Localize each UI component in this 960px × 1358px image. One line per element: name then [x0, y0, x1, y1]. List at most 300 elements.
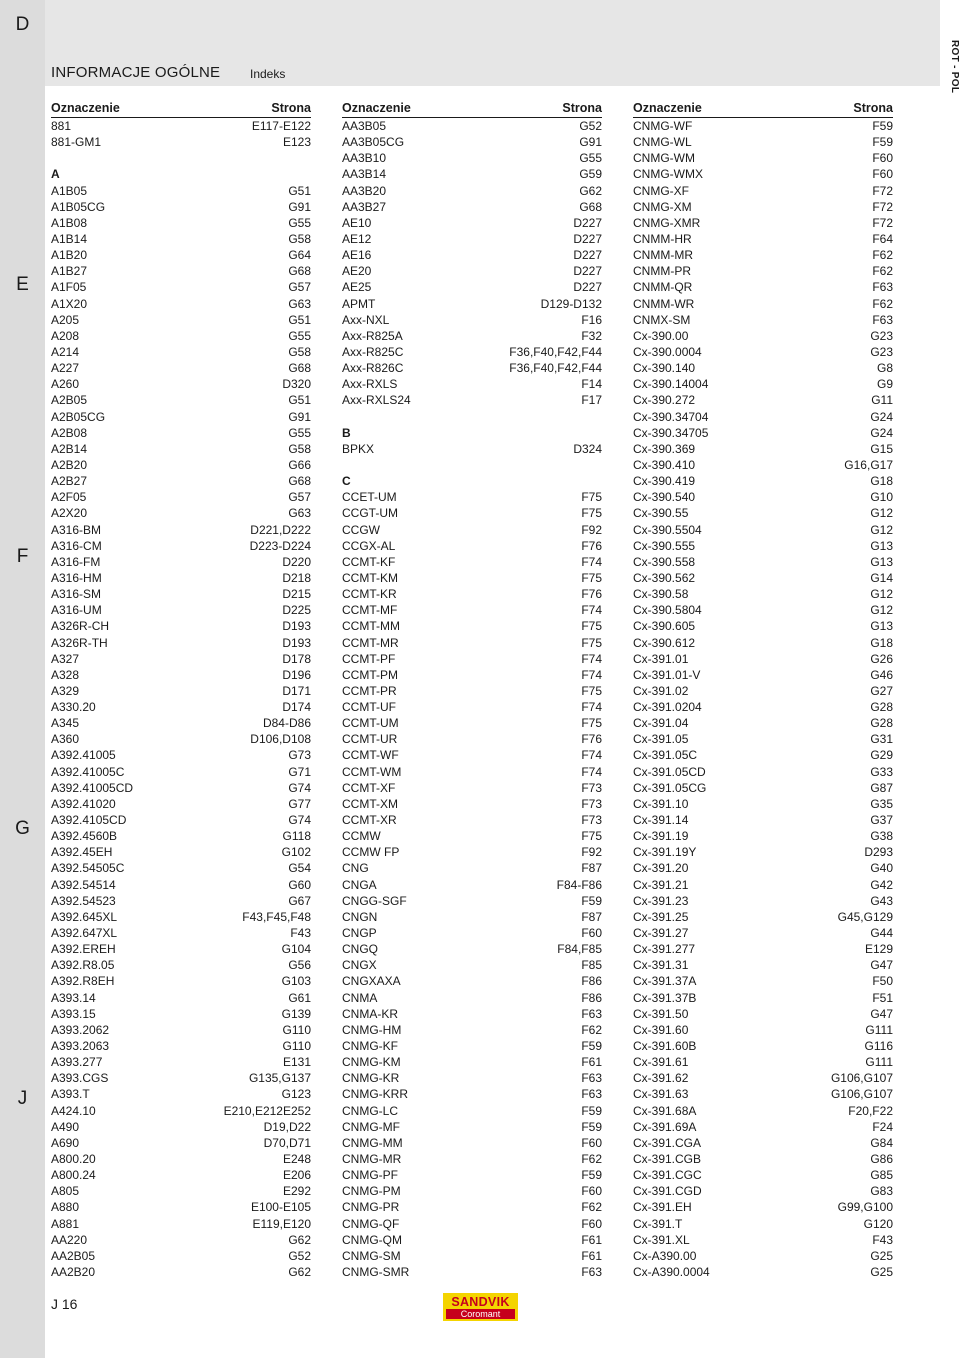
page-ref: G10: [870, 490, 893, 505]
designation: CNMM-WR: [633, 296, 695, 311]
page-ref: G28: [870, 716, 893, 731]
header-designation: Oznaczenie: [342, 101, 411, 115]
index-row: [51, 602, 311, 618]
designation: Cx-391.37B: [633, 990, 697, 1005]
index-row: [51, 635, 311, 651]
page-ref: G42: [870, 877, 893, 892]
group-heading: [342, 473, 602, 489]
designation: Axx-R826C: [342, 361, 404, 376]
designation: Cx-391.10: [633, 796, 689, 811]
designation: A393.CGS: [51, 1071, 109, 1086]
index-row: [51, 844, 311, 860]
designation: C: [342, 474, 351, 489]
page-ref: G67: [288, 893, 311, 908]
header-designation: Oznaczenie: [51, 101, 120, 115]
page-ref: G106,G107: [830, 1087, 893, 1102]
designation: A329: [51, 683, 80, 698]
designation: Cx-390.55: [633, 506, 689, 521]
index-row: [51, 118, 311, 134]
page-ref: F63: [581, 1264, 602, 1279]
index-row: [342, 877, 602, 893]
index-row: [51, 134, 311, 150]
designation: Cx-391.37A: [633, 974, 697, 989]
index-row: [342, 505, 602, 521]
page-ref: F62: [872, 264, 893, 279]
page-ref: F62: [581, 1152, 602, 1166]
index-row: [342, 150, 602, 166]
index-row: [633, 441, 893, 457]
page-ref: F43: [872, 1232, 893, 1247]
page-ref: F62: [872, 296, 893, 311]
page-ref: D178: [282, 651, 311, 666]
page-ref: F75: [581, 635, 602, 650]
index-row: [51, 812, 311, 828]
index-row: [51, 715, 311, 731]
page-ref: G57: [288, 490, 311, 505]
page-ref: G103: [281, 974, 311, 989]
designation: A2B27: [51, 474, 88, 489]
header-page: Strona: [853, 101, 893, 115]
index-row: [51, 263, 311, 279]
designation: Cx-391.CGC: [633, 1168, 702, 1183]
page-ref: E248: [282, 1152, 311, 1166]
index-row: [51, 990, 311, 1006]
sandvik-logo: [443, 1293, 518, 1321]
designation: B: [342, 425, 351, 440]
designation: A392.EREH: [51, 942, 116, 957]
designation: A392.4560B: [51, 829, 118, 844]
side-letter-g: G: [15, 818, 30, 839]
index-row: [51, 877, 311, 893]
designation: A1B08: [51, 215, 88, 230]
index-row: [633, 828, 893, 844]
designation: Cx-390.0004: [633, 344, 702, 359]
page-ref: F61: [581, 1248, 602, 1263]
page-ref: G68: [579, 199, 602, 214]
index-row: [342, 667, 602, 683]
designation: A316-BM: [51, 522, 102, 537]
page-ref: F63: [581, 1071, 602, 1086]
index-row: [51, 893, 311, 909]
designation: Cx-391.60: [633, 1022, 689, 1037]
page-ref: G86: [870, 1152, 893, 1166]
index-row: [633, 360, 893, 376]
index-row: [633, 1054, 893, 1070]
index-row: [51, 1086, 311, 1102]
index-row: [342, 1232, 602, 1248]
index-row: [342, 651, 602, 667]
index-row: [342, 780, 602, 796]
designation: A328: [51, 667, 80, 682]
designation: Cx-391.21: [633, 877, 689, 892]
page-ref: F59: [581, 1119, 602, 1134]
index-row: [633, 651, 893, 667]
page-ref: G64: [288, 248, 311, 263]
page-ref: F85: [581, 958, 602, 973]
page-ref: G9: [876, 377, 893, 392]
page-ref: F16: [581, 312, 602, 327]
index-row: [633, 538, 893, 554]
designation: CNMM-PR: [633, 264, 691, 279]
index-row: [342, 1199, 602, 1215]
spacer-row: [51, 150, 311, 166]
index-row: [633, 1022, 893, 1038]
page-ref: G120: [863, 1216, 893, 1231]
index-row: [633, 1199, 893, 1215]
designation: Cx-391.50: [633, 1006, 689, 1021]
side-index-bar: [0, 0, 45, 1358]
page-ref: D225: [282, 603, 311, 618]
page-ref: E210,E212E252: [223, 1103, 311, 1118]
page-ref: G18: [870, 635, 893, 650]
designation: CNMG-PF: [342, 1168, 398, 1183]
page-ref: F75: [581, 683, 602, 698]
page-ref: G59: [579, 167, 602, 182]
designation: Cx-391.25: [633, 909, 689, 924]
page-ref: F20,F22: [848, 1103, 893, 1118]
index-row: [342, 344, 602, 360]
index-row: [342, 1135, 602, 1151]
designation: AA2B20: [51, 1264, 96, 1279]
designation: CCMT-PR: [342, 683, 397, 698]
designation: CCMT-MR: [342, 635, 399, 650]
index-row: [342, 909, 602, 925]
page-ref: G44: [870, 926, 893, 941]
index-row: [342, 731, 602, 747]
designation: A393.277: [51, 1055, 103, 1070]
page-ref: G52: [579, 119, 602, 133]
designation: CCMW: [342, 829, 381, 844]
index-row: [633, 586, 893, 602]
page-ref: G51: [288, 393, 311, 408]
page-ref: D220: [282, 554, 311, 569]
index-row: [342, 973, 602, 989]
page-ref: G11: [871, 393, 893, 408]
page-ref: F74: [581, 554, 602, 569]
page-ref: F87: [581, 861, 602, 876]
page-ref: G13: [870, 554, 893, 569]
index-row: [51, 312, 311, 328]
index-row: [51, 1103, 311, 1119]
page-ref: F74: [581, 764, 602, 779]
page-ref: F72: [872, 215, 893, 230]
index-row: [51, 1167, 311, 1183]
designation: A393.14: [51, 990, 96, 1005]
page-ref: G13: [870, 538, 893, 553]
designation: A214: [51, 344, 80, 359]
page-ref: G63: [288, 506, 311, 521]
designation: A800.24: [51, 1168, 96, 1183]
designation: Cx-390.558: [633, 554, 696, 569]
page-ref: G12: [870, 522, 893, 537]
index-row: [51, 1216, 311, 1232]
index-row: [633, 860, 893, 876]
page-ref: F61: [581, 1055, 602, 1070]
designation: A316-FM: [51, 554, 101, 569]
designation: A881: [51, 1216, 80, 1231]
designation: Cx-391.0204: [633, 700, 702, 715]
designation: A392.41005: [51, 748, 116, 763]
page-ref: G47: [870, 1006, 893, 1021]
designation: CCMT-MF: [342, 603, 398, 618]
page-ref: G24: [870, 425, 893, 440]
page-ref: G68: [288, 474, 311, 489]
designation: Cx-390.14004: [633, 377, 709, 392]
designation: CNGP: [342, 926, 377, 941]
index-row: [633, 183, 893, 199]
page-ref: F74: [581, 748, 602, 763]
index-row: [342, 231, 602, 247]
designation: A316-HM: [51, 570, 102, 585]
designation: CCMT-XF: [342, 780, 396, 795]
page-ref: F84-F86: [556, 877, 602, 892]
vertical-language-label: ROT - POL: [949, 40, 960, 94]
designation: A2B20: [51, 457, 88, 472]
index-row: [633, 150, 893, 166]
designation: Cx-391.14: [633, 813, 689, 828]
designation: Cx-390.58: [633, 587, 689, 602]
designation: A1B05: [51, 183, 88, 198]
page-ref: D174: [282, 700, 311, 715]
designation: Cx-391.61: [633, 1055, 689, 1070]
page-ref: G61: [288, 990, 311, 1005]
designation: A393.2063: [51, 1039, 110, 1054]
index-row: [51, 651, 311, 667]
group-heading: [342, 425, 602, 441]
page-ref: G51: [288, 312, 311, 327]
page-ref: D293: [864, 845, 893, 860]
page-ref: G27: [870, 683, 893, 698]
page-ref: G58: [288, 344, 311, 359]
index-row: [51, 1264, 311, 1280]
index-row: [342, 554, 602, 570]
index-row: [51, 344, 311, 360]
index-row: [51, 457, 311, 473]
designation: Axx-R825A: [342, 328, 403, 343]
page-ref: F63: [581, 1087, 602, 1102]
index-row: [342, 1103, 602, 1119]
index-row: [633, 457, 893, 473]
page-ref: G40: [870, 861, 893, 876]
designation: AE10: [342, 215, 372, 230]
index-row: [342, 1151, 602, 1167]
index-row: [342, 586, 602, 602]
page-ref: F76: [581, 732, 602, 747]
designation: Cx-390.419: [633, 474, 696, 489]
index-row: [342, 812, 602, 828]
designation: A330.20: [51, 700, 96, 715]
page-ref: D196: [282, 667, 311, 682]
designation: A393.T: [51, 1087, 90, 1102]
designation: Cx-390.555: [633, 538, 696, 553]
index-row: [633, 231, 893, 247]
page-ref: G63: [288, 296, 311, 311]
index-column-3: [633, 100, 893, 1280]
page-ref: F74: [581, 667, 602, 682]
page-title: INFORMACJE OGÓLNE: [51, 64, 221, 81]
page-ref: E100-E105: [250, 1200, 311, 1215]
index-row: [633, 796, 893, 812]
designation: AA3B05: [342, 119, 387, 133]
designation: CCMT-UM: [342, 716, 399, 731]
page-ref: D215: [282, 587, 311, 602]
index-row: [51, 747, 311, 763]
designation: A1F05: [51, 280, 87, 295]
designation: APMT: [342, 296, 376, 311]
page-ref: G111: [865, 1055, 893, 1070]
page-ref: F17: [581, 393, 602, 408]
designation: A392.54505C: [51, 861, 125, 876]
page-ref: G31: [870, 732, 893, 747]
designation: Cx-391.02: [633, 683, 689, 698]
designation: Cx-391.05CD: [633, 764, 706, 779]
designation: Cx-391.19: [633, 829, 689, 844]
index-row: [51, 360, 311, 376]
designation: 881: [51, 119, 72, 133]
index-row: [342, 538, 602, 554]
page-ref: G62: [288, 1264, 311, 1279]
page-ref: F63: [872, 280, 893, 295]
page-ref: D227: [573, 280, 602, 295]
index-row: [342, 312, 602, 328]
index-row: [633, 844, 893, 860]
page-ref: G45,G129: [837, 909, 893, 924]
page-ref: F73: [581, 796, 602, 811]
page-ref: G60: [288, 877, 311, 892]
page-ref: E206: [282, 1168, 311, 1183]
page-ref: D223-D224: [249, 538, 311, 553]
header-page: Strona: [562, 101, 602, 115]
designation: Cx-391.XL: [633, 1232, 690, 1247]
designation: CNMG-MF: [342, 1119, 400, 1134]
index-row: [342, 764, 602, 780]
page-ref: G29: [870, 748, 893, 763]
page-ref: G55: [579, 151, 602, 166]
page-ref: F86: [581, 990, 602, 1005]
page-ref: G43: [870, 893, 893, 908]
index-row: [342, 715, 602, 731]
index-row: [633, 780, 893, 796]
designation: A1B05CG: [51, 199, 106, 214]
designation: A392.4105CD: [51, 813, 127, 828]
index-row: [633, 990, 893, 1006]
designation: CNMG-PM: [342, 1184, 401, 1199]
index-row: [51, 1151, 311, 1167]
designation: AE20: [342, 264, 372, 279]
designation: Cx-391.CGD: [633, 1184, 702, 1199]
designation: A392.54523: [51, 893, 116, 908]
index-row: [633, 425, 893, 441]
designation: CNMG-SM: [342, 1248, 401, 1263]
index-row: [342, 844, 602, 860]
page-ref: G37: [870, 813, 893, 828]
designation: CCMT-KF: [342, 554, 396, 569]
page-ref: E119,E120: [252, 1216, 311, 1231]
page-ref: D129-D132: [540, 296, 602, 311]
designation: CNMG-LC: [342, 1103, 398, 1118]
page-ref: F76: [581, 538, 602, 553]
index-row: [51, 554, 311, 570]
designation: Axx-R825C: [342, 344, 404, 359]
index-row: [633, 199, 893, 215]
page-ref: F87: [581, 909, 602, 924]
page-ref: G57: [288, 280, 311, 295]
page-ref: E131: [282, 1055, 311, 1070]
index-row: [51, 441, 311, 457]
index-row: [633, 554, 893, 570]
page-ref: G46: [870, 667, 893, 682]
index-row: [51, 586, 311, 602]
designation: A392.54514: [51, 877, 116, 892]
index-row: [51, 925, 311, 941]
designation: Cx-390.562: [633, 570, 696, 585]
designation: A392.647XL: [51, 926, 118, 941]
index-row: [342, 1248, 602, 1264]
index-row: [342, 635, 602, 651]
index-row: [51, 1054, 311, 1070]
page-ref: G68: [288, 264, 311, 279]
designation: A1B20: [51, 248, 88, 263]
page-ref: D227: [573, 215, 602, 230]
index-row: [342, 796, 602, 812]
designation: A393.2062: [51, 1022, 110, 1037]
page-ref: G8: [876, 361, 893, 376]
column-header: [51, 100, 311, 118]
page-ref: G54: [288, 861, 311, 876]
index-row: [633, 247, 893, 263]
index-row: [633, 328, 893, 344]
page-ref: F36,F40,F42,F44: [509, 361, 602, 376]
designation: CNMG-MM: [342, 1135, 403, 1150]
page-ref: F75: [581, 619, 602, 634]
designation: CCMW FP: [342, 845, 400, 860]
index-row: [342, 263, 602, 279]
designation: CCMT-PM: [342, 667, 398, 682]
page-ref: G18: [870, 474, 893, 489]
page-ref: G135,G137: [248, 1071, 311, 1086]
page-ref: F61: [581, 1232, 602, 1247]
index-row: [633, 344, 893, 360]
index-row: [633, 279, 893, 295]
designation: CNMG-KR: [342, 1071, 400, 1086]
page-ref: G74: [288, 813, 311, 828]
page-ref: F59: [581, 893, 602, 908]
side-letter-j: J: [17, 1088, 28, 1109]
designation: CCMT-WF: [342, 748, 399, 763]
index-row: [342, 1119, 602, 1135]
index-row: [342, 699, 602, 715]
designation: A345: [51, 716, 80, 731]
index-row: [51, 215, 311, 231]
index-row: [633, 1248, 893, 1264]
index-row: [342, 1022, 602, 1038]
index-row: [342, 328, 602, 344]
column-header: [633, 100, 893, 118]
index-row: [51, 296, 311, 312]
index-row: [51, 683, 311, 699]
index-row: [342, 360, 602, 376]
page-ref: G15: [870, 441, 893, 456]
index-row: [633, 618, 893, 634]
index-row: [51, 796, 311, 812]
designation: CCMT-UF: [342, 700, 396, 715]
index-row: [51, 699, 311, 715]
designation: Axx-RXLS: [342, 377, 398, 392]
page-ref: G118: [282, 829, 311, 844]
page-ref: F43,F45,F48: [242, 909, 311, 924]
page-ref: G51: [288, 183, 311, 198]
designation: Cx-390.369: [633, 441, 696, 456]
